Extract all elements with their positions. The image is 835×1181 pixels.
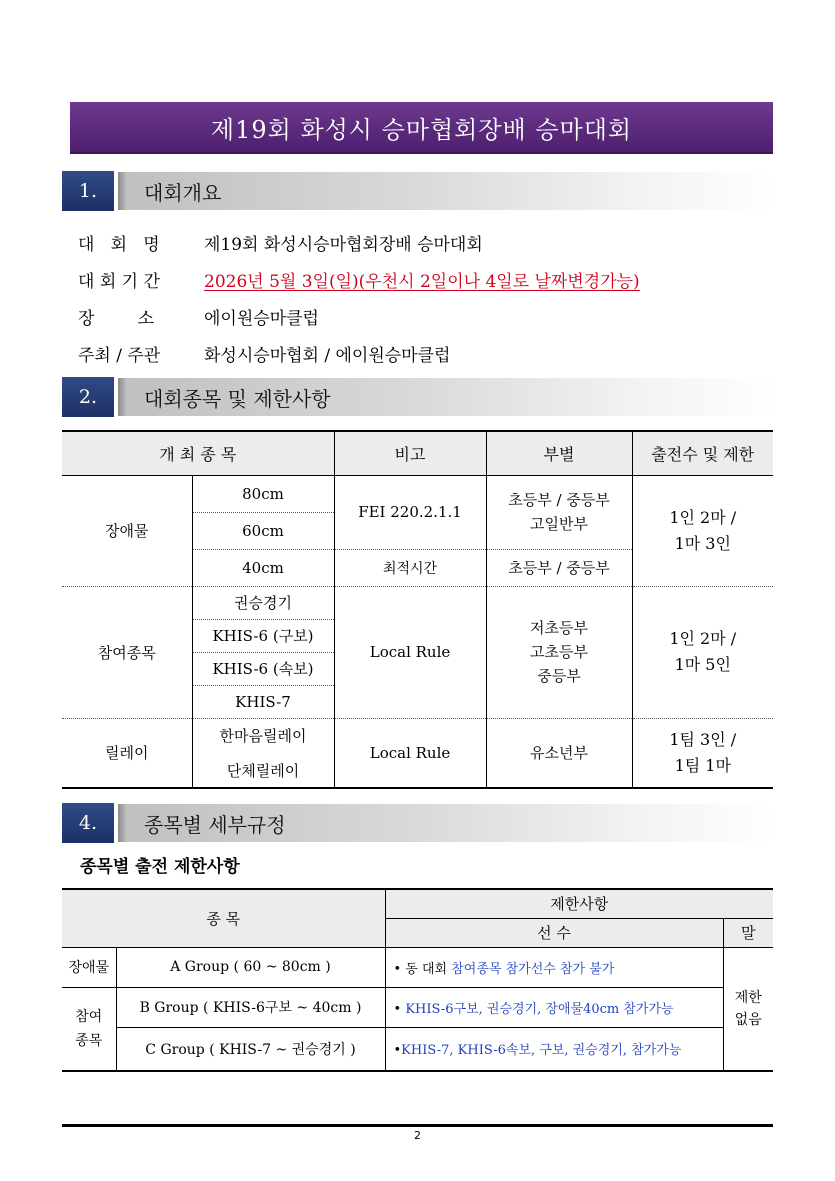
event-division: 유소년부 (486, 718, 632, 788)
rule-highlight: 참여종목 참가선수 참가 불가 (451, 961, 615, 977)
table-header-row (62, 431, 773, 475)
event-limit: 1팀 3인 / 1팀 1마 (632, 718, 773, 788)
overview-label: 대 회 기 간 (78, 271, 160, 292)
table-row (62, 947, 773, 987)
event-item: 60cm (192, 512, 334, 549)
event-item: KHIS-7 (192, 685, 334, 718)
page-number: 2 (414, 1129, 421, 1142)
group-relay: 릴레이 (105, 744, 149, 763)
table-row (62, 475, 773, 512)
event-note: FEI 220.2.1.1 (334, 475, 486, 549)
rule-text (385, 1027, 723, 1071)
event-item: 80cm (192, 475, 334, 512)
section-title-bar (118, 172, 774, 210)
section-title: 대회개요 (144, 180, 222, 205)
section-header-rules (62, 803, 774, 843)
event-division: 초등부 / 중등부 고일반부 (486, 475, 632, 549)
section-number: 1. (62, 171, 114, 211)
event-note: Local Rule (334, 586, 486, 718)
rule-group: C Group ( KHIS-7 ~ 권승경기 ) (116, 1027, 385, 1071)
section-number: 4. (62, 803, 114, 843)
section-number: 2. (62, 377, 114, 417)
event-item: 단체릴레이 (192, 753, 334, 788)
rule-prefix: • (393, 1043, 402, 1059)
event-item: 한마음릴레이 (192, 718, 334, 753)
table-row (62, 718, 773, 753)
section-bar-cap (118, 378, 126, 416)
event-note: 최적시간 (334, 549, 486, 586)
event-limit: 1인 2마 / 1마 5인 (632, 586, 773, 718)
section-bar-cap (118, 172, 126, 210)
rule-text (385, 987, 723, 1027)
overview-row-period (78, 266, 640, 292)
rule-group: B Group ( KHIS-6구보 ~ 40cm ) (116, 987, 385, 1027)
group-obstacle: 장애물 (62, 475, 192, 586)
event-division: 초등부 / 중등부 (486, 549, 632, 586)
overview-label: 대 회 명 (78, 234, 160, 255)
overview-row-venue (78, 303, 319, 329)
table-row (62, 1027, 773, 1071)
event-item: KHIS-6 (속보) (192, 652, 334, 685)
section-header-overview (62, 171, 774, 211)
document-title: 제19회 화성시 승마협회장배 승마대회 (210, 115, 633, 144)
rule-prefix: • (393, 1001, 406, 1017)
header-division: 부별 (486, 431, 632, 475)
header-event: 개 최 종 목 (62, 431, 334, 475)
event-note: Local Rule (334, 718, 486, 788)
header-limit: 출전수 및 제한 (632, 431, 773, 475)
overview-value: 에이원승마클럽 (204, 308, 319, 329)
event-item: 권승경기 (192, 586, 334, 619)
rule-highlight: KHIS-7, KHIS-6속보, 구보, 권승경기, 참가가능 (401, 1043, 682, 1059)
section-title: 종목별 세부규정 (144, 812, 286, 837)
overview-value: 화성시승마협회 / 에이원승마클럽 (204, 345, 451, 366)
event-item: KHIS-6 (구보) (192, 619, 334, 652)
group-participation: 참여종목 (62, 586, 192, 718)
overview-row-name (78, 229, 483, 255)
header-note: 비고 (334, 431, 486, 475)
overview-label: 장 소 (78, 308, 155, 329)
event-division: 저초등부 고초등부 중등부 (486, 586, 632, 718)
header-horse: 말 (723, 918, 773, 947)
horse-note: 제한 없음 (723, 947, 773, 1071)
rule-category: 장애물 (62, 947, 116, 987)
document-title-banner (70, 102, 773, 154)
overview-label: 주최 / 주관 (78, 345, 161, 366)
section-title-bar (118, 378, 774, 416)
overview-value-date: 2026년 5월 3일(일)(우천시 2일이나 4일로 날짜변경가능) (204, 271, 640, 292)
section-header-events (62, 377, 774, 417)
table-row (62, 586, 773, 619)
header-limit: 제한사항 (385, 889, 773, 918)
rule-highlight: KHIS-6구보, 권승경기, 장애물40cm 참가가능 (405, 1001, 674, 1017)
section-title-bar (118, 804, 774, 842)
rule-category: 참여 종목 (75, 1008, 103, 1049)
section-title: 대회종목 및 제한사항 (144, 386, 331, 411)
rule-prefix: • 동 대회 (393, 961, 452, 977)
rules-subtitle: 종목별 출전 제한사항 (80, 857, 240, 877)
rules-table (62, 888, 773, 1072)
events-table (62, 430, 773, 789)
rule-text (385, 947, 723, 987)
header-rider: 선 수 (385, 918, 723, 947)
header-event: 종 목 (62, 889, 385, 947)
event-item: 40cm (192, 549, 334, 586)
table-header-row (62, 889, 773, 918)
event-limit: 1인 2마 / 1마 3인 (632, 475, 773, 586)
section-bar-cap (118, 804, 126, 842)
rule-group: A Group ( 60 ~ 80cm ) (116, 947, 385, 987)
footer-rule (62, 1124, 773, 1127)
table-row (62, 987, 773, 1027)
overview-row-host (78, 340, 450, 366)
overview-value: 제19회 화성시승마협회장배 승마대회 (204, 234, 483, 255)
